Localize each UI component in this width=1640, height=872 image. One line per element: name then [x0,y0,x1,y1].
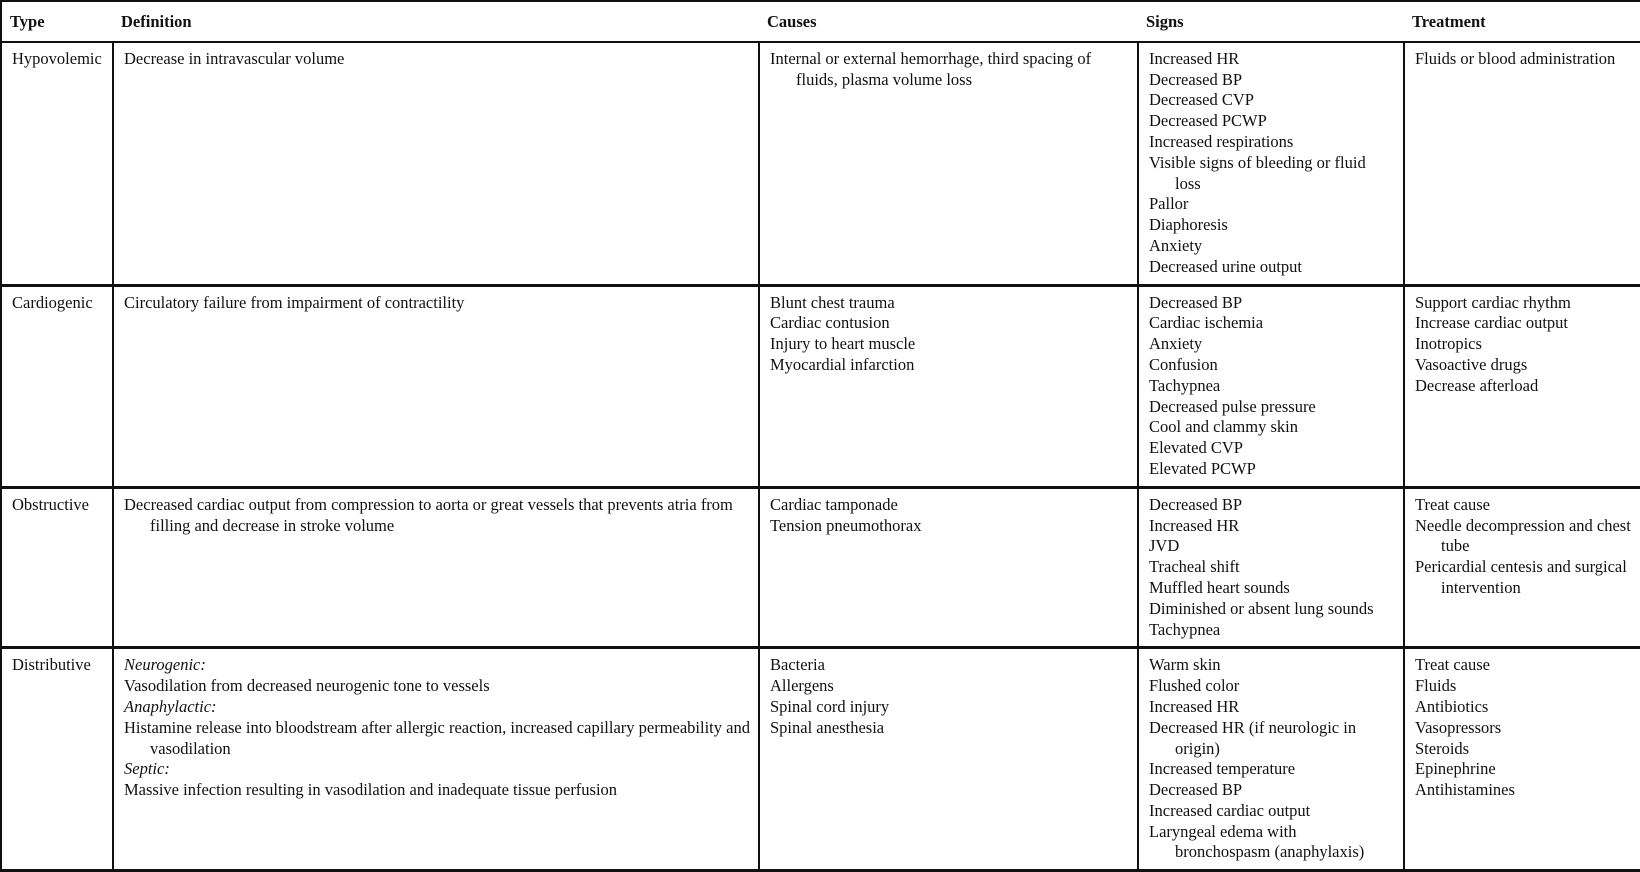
cell-treatment [1404,285,1640,487]
sign-item: Decreased HR (if neurologic in origin) [1149,717,1357,758]
header-type: Type [1,1,113,42]
sign-item: Decreased urine output [1149,256,1303,276]
sign-item: Tracheal shift [1149,557,1240,577]
treatment-item: Inotropics [1415,334,1482,354]
cause-item: Spinal anesthesia [770,717,885,737]
treatment-item: Decrease afterload [1415,375,1539,395]
cell-treatment [1404,648,1640,871]
cell-treatment [1404,42,1640,285]
cause-item: Cardiac contusion [770,313,890,333]
sign-item: Increased cardiac output [1149,800,1311,820]
table-row [1,285,1640,487]
definition-text: Histamine release into bloodstream after allergic reaction, increased capillary permeability and vasodilation [124,717,750,758]
cell-definition [113,42,759,285]
sign-item: Anxiety [1149,235,1203,255]
cell-type: Hypovolemic [1,42,113,285]
cause-item: Internal or external hemorrhage, third spacing of fluids, plasma volume loss [770,48,1092,89]
cell-type: Distributive [1,648,113,871]
treatment-item: Vasopressors [1415,717,1502,737]
cause-item: Cardiac tamponade [770,494,898,514]
sign-item: Increased HR [1149,696,1240,716]
treatment-item: Antibiotics [1415,696,1489,716]
treatment-item: Increase cardiac output [1415,313,1568,333]
cause-item: Myocardial infarction [770,354,915,374]
sign-item: Anxiety [1149,334,1203,354]
sign-item: Confusion [1149,354,1218,374]
treatment-item: Antihistamines [1415,780,1515,800]
sign-item: Tachypnea [1149,375,1221,395]
sign-item: Muffled heart sounds [1149,577,1290,597]
sign-item: Decreased BP [1149,494,1243,514]
cell-causes [759,487,1138,648]
cell-causes [759,42,1138,285]
table-row [1,487,1640,648]
subtype-label: Anaphylactic: [124,696,217,716]
cause-item: Bacteria [770,655,825,675]
sign-item: Flushed color [1149,676,1240,696]
header-causes: Causes [759,1,1138,42]
sign-item: Decreased PCWP [1149,111,1267,131]
sign-item: Diminished or absent lung sounds [1149,598,1374,618]
cell-definition [113,648,759,871]
cell-definition [113,285,759,487]
definition-text: Circulatory failure from impairment of contractility [124,292,465,312]
sign-item: Decreased CVP [1149,90,1254,110]
table-row [1,42,1640,285]
definition-text: Decrease in intravascular volume [124,48,345,68]
header-treatment: Treatment [1404,1,1640,42]
treatment-item: Treat cause [1415,494,1490,514]
treatment-item: Fluids [1415,676,1457,696]
cell-signs [1138,648,1404,871]
cause-item: Injury to heart muscle [770,334,916,354]
definition-text: Decreased cardiac output from compression to aorta or great vessels that prevents atria from filling and decrease in stroke volume [124,494,733,535]
definition-text: Vasodilation from decreased neurogenic tone to vessels [124,676,490,696]
header-definition: Definition [113,1,759,42]
cause-item: Blunt chest trauma [770,292,895,312]
treatment-item: Support cardiac rhythm [1415,292,1571,312]
cause-item: Spinal cord injury [770,696,890,716]
cell-signs [1138,285,1404,487]
cell-treatment [1404,487,1640,648]
cell-causes [759,648,1138,871]
cell-causes [759,285,1138,487]
subtype-label: Neurogenic: [124,655,206,675]
sign-item: Cool and clammy skin [1149,417,1298,437]
sign-item: Increased HR [1149,48,1240,68]
sign-item: Visible signs of bleeding or fluid loss [1149,152,1366,193]
sign-item: Decreased pulse pressure [1149,396,1316,416]
header-signs: Signs [1138,1,1404,42]
sign-item: Warm skin [1149,655,1221,675]
definition-text: Massive infection resulting in vasodilation and inadequate tissue perfusion [124,780,618,800]
cause-item: Allergens [770,676,834,696]
cause-item: Tension pneumothorax [770,515,922,535]
sign-item: Increased respirations [1149,131,1294,151]
treatment-item: Needle decompression and chest tube [1415,515,1631,556]
header-row [1,1,1640,42]
cell-type: Obstructive [1,487,113,648]
sign-item: Elevated CVP [1149,438,1243,458]
treatment-item: Treat cause [1415,655,1490,675]
sign-item: Decreased BP [1149,69,1243,89]
sign-item: Increased temperature [1149,759,1296,779]
sign-item: JVD [1149,536,1180,556]
treatment-item: Fluids or blood administration [1415,48,1616,68]
cell-type: Cardiogenic [1,285,113,487]
sign-item: Pallor [1149,194,1189,214]
cell-signs [1138,42,1404,285]
sign-item: Diaphoresis [1149,215,1228,235]
treatment-item: Steroids [1415,738,1470,758]
cell-signs [1138,487,1404,648]
sign-item: Decreased BP [1149,292,1243,312]
sign-item: Increased HR [1149,515,1240,535]
treatment-item: Pericardial centesis and surgical intervention [1415,557,1627,597]
sign-item: Decreased BP [1149,780,1243,800]
table-row [1,648,1640,871]
subtype-label: Septic: [124,759,170,779]
sign-item: Elevated PCWP [1149,458,1256,478]
treatment-item: Epinephrine [1415,759,1496,779]
cell-definition [113,487,759,648]
sign-item: Tachypnea [1149,619,1221,639]
treatment-item: Vasoactive drugs [1415,354,1528,374]
sign-item: Laryngeal edema with bronchospasm (anaphylaxis) [1149,821,1365,862]
sign-item: Cardiac ischemia [1149,313,1264,333]
